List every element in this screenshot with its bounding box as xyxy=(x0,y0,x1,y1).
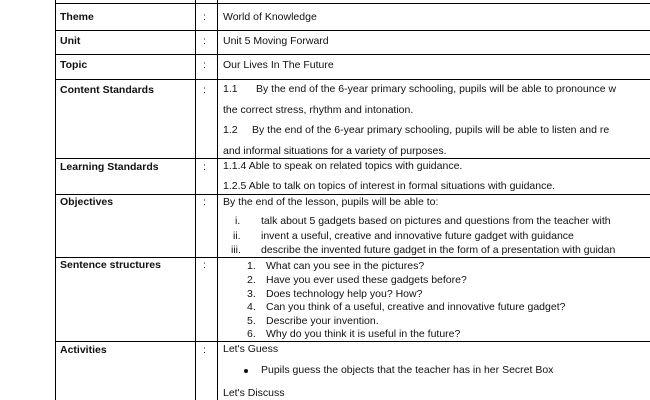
content-standard-number: 1.2 xyxy=(223,124,238,136)
sentence-number: 2. xyxy=(247,274,256,286)
content-standard-text-cont: and informal situations for a variety of purposes. xyxy=(223,145,447,157)
rule-unit-topic xyxy=(55,54,650,55)
unit-value: Unit 5 Moving Forward xyxy=(223,35,329,47)
theme-label: Theme xyxy=(60,11,94,23)
sentence-text: Does technology help you? How? xyxy=(266,288,423,300)
content-standard-text: By the end of the 6-year primary schooling, pupils will be able to pronounce w xyxy=(256,83,617,95)
sentence-text: Why do you think it is useful in the future? xyxy=(266,328,461,340)
objective-text: talk about 5 gadgets based on pictures and questions from the teacher with xyxy=(261,215,611,227)
sentence-text: Can you think of a useful, creative and innovative future gadget? xyxy=(266,301,566,313)
sentence-number: 6. xyxy=(247,328,256,340)
content-standard-text-cont: the correct stress, rhythm and intonation. xyxy=(223,104,414,116)
objective-number: i. xyxy=(235,215,241,227)
content-standards-label: Content Standards xyxy=(60,84,154,96)
sentence-number: 1. xyxy=(247,260,256,272)
objectives-intro: By the end of the lesson, pupils will be able to: xyxy=(223,196,439,208)
rule-topic-content xyxy=(55,79,650,80)
rule-content-learning xyxy=(55,158,650,159)
learning-standards-label: Learning Standards xyxy=(60,161,159,173)
sentence-structures-colon: : xyxy=(203,259,206,271)
sentence-number: 4. xyxy=(247,301,256,313)
rule-learning-objectives xyxy=(55,194,650,195)
learning-standards-colon: : xyxy=(203,161,206,173)
topic-value: Our Lives In The Future xyxy=(223,59,334,71)
label-column-border xyxy=(195,0,196,400)
content-standards-colon: : xyxy=(203,84,206,96)
sentence-text: Describe your invention. xyxy=(266,315,379,327)
objective-text: describe the invented future gadget in the form of a presentation with guidan xyxy=(261,244,616,256)
theme-value: World of Knowledge xyxy=(223,11,317,23)
content-standard-text: By the end of the 6-year primary schooling, pupils will be able to listen and re xyxy=(252,124,610,136)
objective-text: invent a useful, creative and innovative future gadget with guidance xyxy=(261,230,574,242)
activities-label: Activities xyxy=(60,344,107,356)
topic-colon: : xyxy=(203,59,206,71)
objective-number: iii. xyxy=(231,244,241,256)
rule-theme-unit xyxy=(55,30,650,31)
unit-colon: : xyxy=(203,35,206,47)
left-border xyxy=(55,0,56,400)
sentence-text: What can you see in the pictures? xyxy=(266,260,425,272)
bullet-icon xyxy=(244,369,248,373)
learning-standard-item: 1.2.5 Able to talk on topics of interest in formal situations with guidance. xyxy=(223,180,556,192)
guess-bullet-text: Pupils guess the objects that the teacher has in her Secret Box xyxy=(261,364,554,376)
lets-discuss-heading: Let's Discuss xyxy=(223,387,285,399)
rule-sentence-activities xyxy=(55,341,650,342)
objectives-colon: : xyxy=(203,196,206,208)
sentence-text: Have you ever used these gadgets before? xyxy=(266,274,467,286)
sentence-structures-label: Sentence structures xyxy=(60,259,161,271)
sentence-number: 3. xyxy=(247,288,256,300)
theme-colon: : xyxy=(203,11,206,23)
content-standard-number: 1.1 xyxy=(223,83,238,95)
lets-guess-heading: Let's Guess xyxy=(223,343,279,355)
topic-label: Topic xyxy=(60,59,88,71)
top-rule xyxy=(55,3,650,4)
objective-number: ii. xyxy=(233,230,241,242)
activities-colon: : xyxy=(203,344,206,356)
rule-objectives-sentence xyxy=(55,257,650,258)
colon-column-border xyxy=(217,0,218,400)
sentence-number: 5. xyxy=(247,315,256,327)
unit-label: Unit xyxy=(60,35,81,47)
learning-standard-item: 1.1.4 Able to speak on related topics with guidance. xyxy=(223,160,463,172)
objectives-label: Objectives xyxy=(60,196,114,208)
